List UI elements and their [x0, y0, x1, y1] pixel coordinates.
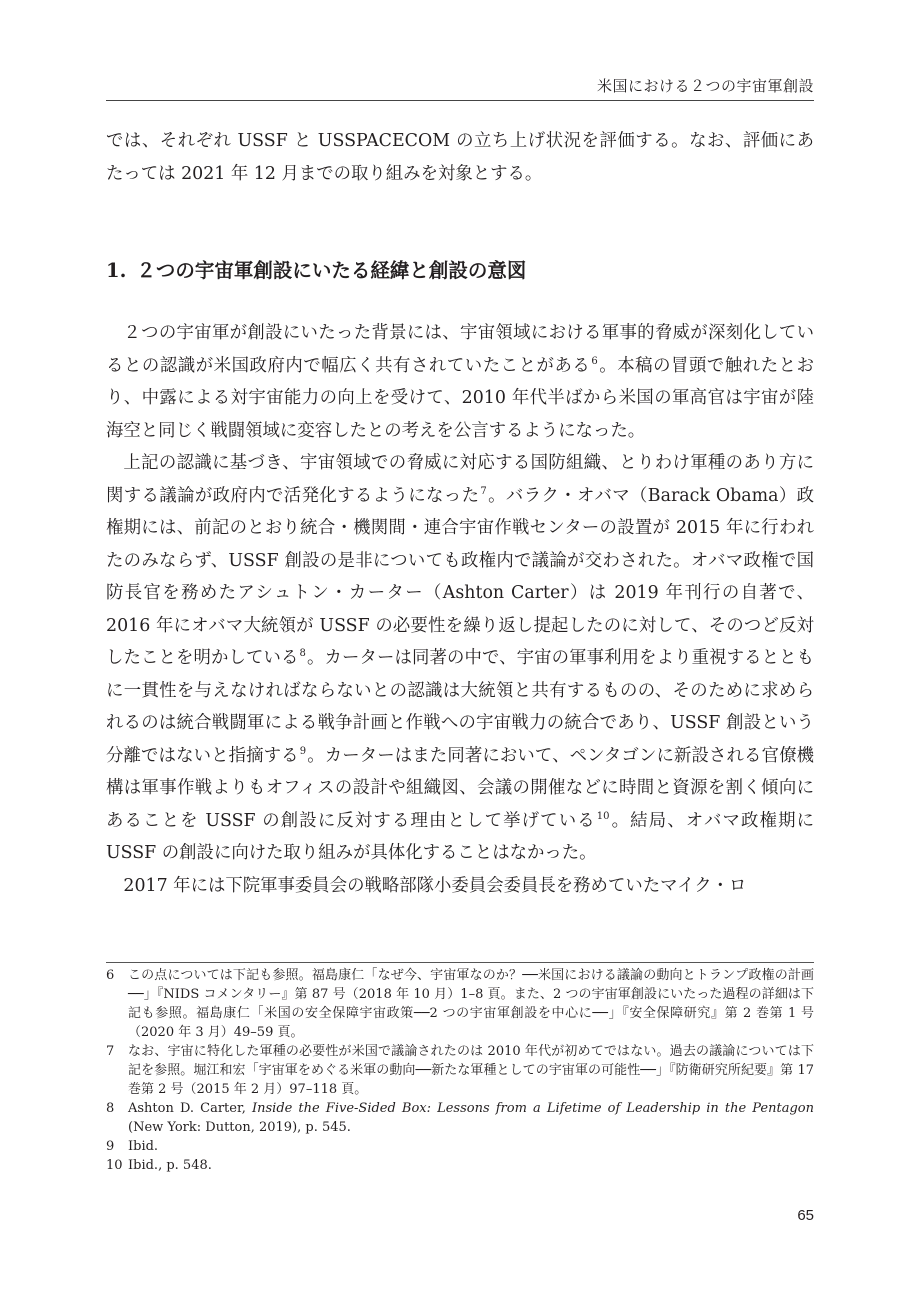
paragraph-text: 。結局、オバマ政権期に USSF の創設に向けた取り組みが具体化することはなかった。 [106, 810, 814, 863]
footnote-number: 7 [106, 1044, 115, 1059]
footnote-number: 8 [106, 1101, 115, 1116]
footnote-text: この点については下記も参照。福島康仁「なぜ今、宇宙軍なのか？──米国における議論の動向とトランプ政権の計画──」『NIDS コメンタリー』第 87 号（2018 年 10 月）1–8 頁。また、2 つの宇宙軍創設にいたった過程の詳細は下記も参照。福島康仁「米国の安全保障宇宙政策──2 つの宇宙軍創設を中心に──」『安全保障研究』第 2 巻第 1 号（2020 年 3 月）49–59 頁。 [128, 968, 814, 1040]
section-number: 1. [106, 259, 127, 282]
footnote-text: なお、宇宙に特化した軍種の必要性が米国で議論されたのは 2010 年代が初めてではない。過去の議論については下記を参照。堀江和宏「宇宙軍をめぐる米軍の動向──新たな軍種としての宇宙軍の可能性──」『防衛研究所紀要』第 17 巻第 2 号（2015 年 2 月）97–118 頁。 [128, 1044, 814, 1097]
footnote-ref: 8 [299, 648, 306, 659]
paragraph-1 [106, 317, 814, 447]
footnote-text: Ibid., p. 548. [128, 1158, 212, 1173]
footnote-book-title: Inside the Five-Sided Box: Lessons from a Lifetime of Leadership in the Pentagon [251, 1101, 814, 1116]
footnote-number: 9 [106, 1139, 115, 1154]
paragraph-text: 2017 年には下院軍事委員会の戦略部隊小委員会委員長を務めていたマイク・ロ [123, 875, 747, 896]
footnote-6 [106, 966, 814, 1042]
footnote-ref: 10 [596, 810, 610, 822]
paragraph-3 [106, 870, 814, 903]
footnote-9 [106, 1137, 814, 1156]
footnote-divider [106, 962, 814, 963]
paragraph-text: ２つの宇宙軍が創設にいたった背景には、宇宙領域における軍事的脅威が深刻化しているとの認識が米国政府内で幅広く共有されていたことがある [106, 323, 814, 376]
footnote-number: 10 [106, 1158, 123, 1173]
footnote-ref: 9 [299, 745, 307, 757]
section-heading [106, 256, 526, 286]
footnote-8 [106, 1099, 814, 1137]
footnote-7 [106, 1042, 814, 1099]
page-number: 65 [797, 1207, 814, 1224]
footnote-ref: 7 [480, 485, 487, 497]
paragraph-text: 。カーターは同著の中で、宇宙の軍事利用をより重視するとともに一貫性を与えなければならないとの認識は大統領と共有するものの、そのために求められるのは統合戦闘軍による戦争計画と作戦への宇宙戦力の統合であり、USSF 創設という分離ではないと指摘する [106, 648, 814, 766]
running-header [106, 76, 814, 101]
paragraph-text: 。バラク・オバマ（Barack Obama）政権期には、前記のとおり統合・機関間・連合宇宙作戦センターの設置が 2015 年に行われたのみならず、USSF 創設の是非についても政権内で議論が交わされた。オバマ政権で国防長官を務めたアシュトン・カーター（Ashton Carter）は 2019 年刊行の自著で、2016 年にオバマ大統領が USSF の必要性を繰り返し提起したのに対して、そのつど反対したことを明かしている [106, 485, 814, 668]
main-body [106, 317, 814, 902]
paragraph-2 [106, 447, 814, 870]
footnotes [106, 966, 814, 1175]
footnote-ref: 6 [591, 355, 598, 367]
intro-paragraph [106, 125, 814, 190]
footnote-author: Ashton D. Carter, [128, 1101, 246, 1116]
paragraph-text: 。カーターはまた同著において、ペンタゴンに新設される官僚機構は軍事作戦よりもオフィスの設計や組織図、会議の開催などに時間と資源を割く傾向にあることを USSF の創設に反対する理由として挙げている [106, 745, 814, 831]
running-header-title: 米国における２つの宇宙軍創設 [596, 77, 814, 95]
intro-text: では、それぞれ USSF と USSPACECOM の立ち上げ状況を評価する。なお、評価にあたっては 2021 年 12 月までの取り組みを対象とする。 [106, 131, 814, 184]
paragraph-text: 上記の認識に基づき、宇宙領域での脅威に対応する国防組織、とりわけ軍種のあり方に関する議論が政府内で活発化するようになった [106, 453, 814, 506]
paragraph-text: 。本稿の冒頭で触れたとおり、中露による対宇宙能力の向上を受けて、2010 年代半ばから米国の軍高官は宇宙が陸海空と同じく戦闘領域に変容したとの考えを公言するようになった。 [106, 355, 814, 441]
section-title: ２つの宇宙軍創設にいたる経緯と創設の意図 [136, 259, 527, 282]
footnote-text: Ibid. [128, 1139, 159, 1154]
footnote-number: 6 [106, 968, 115, 983]
footnote-publication: (New York: Dutton, 2019), p. 545. [128, 1120, 351, 1135]
footnote-10 [106, 1156, 814, 1175]
